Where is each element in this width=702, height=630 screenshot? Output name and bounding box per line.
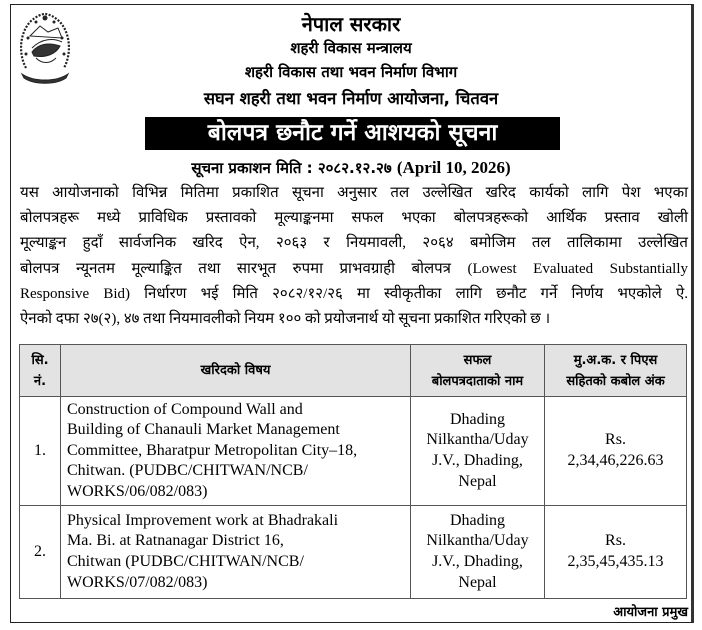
table-header-row: [20, 345, 687, 397]
publication-date-english: (April 10, 2026): [396, 158, 511, 177]
cell-procurement-subject: Physical Improvement work at Bhadrakali Ma. Bi. at Ratnanagar District 16, Chitwan (PUDBC/CHITWAN/NCB/ WORKS/07/082/083): [61, 506, 411, 599]
government-name: नेपाल सरकार: [301, 12, 401, 36]
cell-bid-amount: Rs. 2,34,46,226.63: [545, 397, 687, 506]
selected-bids-table: [19, 344, 687, 599]
cell-bid-amount: Rs. 2,35,45,435.13: [545, 506, 687, 599]
notice-body: [20, 181, 688, 332]
signatory-title: आयोजना प्रमुख: [613, 605, 688, 620]
cell-procurement-subject: Construction of Compound Wall and Building of Chanauli Market Management Committee, Bharatpur Metropolitan City–18, Chitwan. (PUDBC/CHITWAN/NCB/ WORKS/06/082/083): [61, 397, 411, 506]
header-procurement-subject: खरिदको विषय: [61, 345, 411, 397]
cell-successful-bidder: Dhading Nilkantha/Uday J.V., Dhading, Nepal: [411, 506, 545, 599]
cell-serial-number: 1.: [20, 397, 61, 506]
table-row: [20, 506, 687, 599]
notice-body-line: बोलपत्रहरू मध्ये प्राविधिक प्रस्तावको मूल्याङ्कनमा सफल भएका बोलपत्रहरूको आर्थिक प्रस्ताव खोली: [20, 210, 688, 227]
publication-date-nepali: सूचना प्रकाशन मिति : २०८२.१२.२७: [191, 159, 392, 177]
notice-body-line: मूल्याङ्कन हुदाँ सार्वजनिक खरिद ऐन, २०६३ र नियमावली, २०६४ बमोजिम तल तालिकामा उल्लेखित: [20, 235, 688, 252]
notice-body-line: ऐनको दफा २७(२), ४७ तथा नियमावलीको नियम १०० को प्रयोजनार्थ यो सूचना प्रकाशित गरिएको छ ।: [20, 311, 551, 328]
department-name: शहरी विकास तथा भवन निर्माण विभाग: [244, 63, 458, 81]
table-row: [20, 397, 687, 506]
header-serial-number: सि. नं.: [20, 345, 61, 397]
publication-date: [0, 158, 702, 178]
notice-title-banner: बोलपत्र छनौट गर्ने आशयको सूचना: [145, 117, 560, 150]
cell-successful-bidder: Dhading Nilkantha/Uday J.V., Dhading, Nepal: [411, 397, 545, 506]
notice-body-line: यस आयोजनाको विभिन्न मितिमा प्रकाशित सूचना अनुसार तल उल्लेखित खरिद कार्यको लागि पेश भएका: [20, 185, 688, 201]
header-bid-amount: मु.अ.क. र पिएस सहितको कबोल अंक: [545, 345, 687, 397]
header-successful-bidder: सफल बोलपत्रदाताको नाम: [411, 345, 545, 397]
project-office-name: सघन शहरी तथा भवन निर्माण आयोजना, चितवन: [203, 89, 499, 108]
cell-serial-number: 2.: [20, 506, 61, 599]
notice-body-line: बोलपत्र न्यूनतम मूल्याङ्कित तथा सारभूत रुपमा प्राभवग्राही बोलपत्र (Lowest Evaluated Substantially: [20, 260, 688, 277]
ministry-name: शहरी विकास मन्त्रालय: [290, 39, 412, 57]
notice-body-line: Responsive Bid) निर्धारण भई मिति २०८२/१२/२६ मा स्वीकृतीका लागि छनौट गर्ने निर्णय भएकोले ऐ.: [20, 285, 688, 302]
